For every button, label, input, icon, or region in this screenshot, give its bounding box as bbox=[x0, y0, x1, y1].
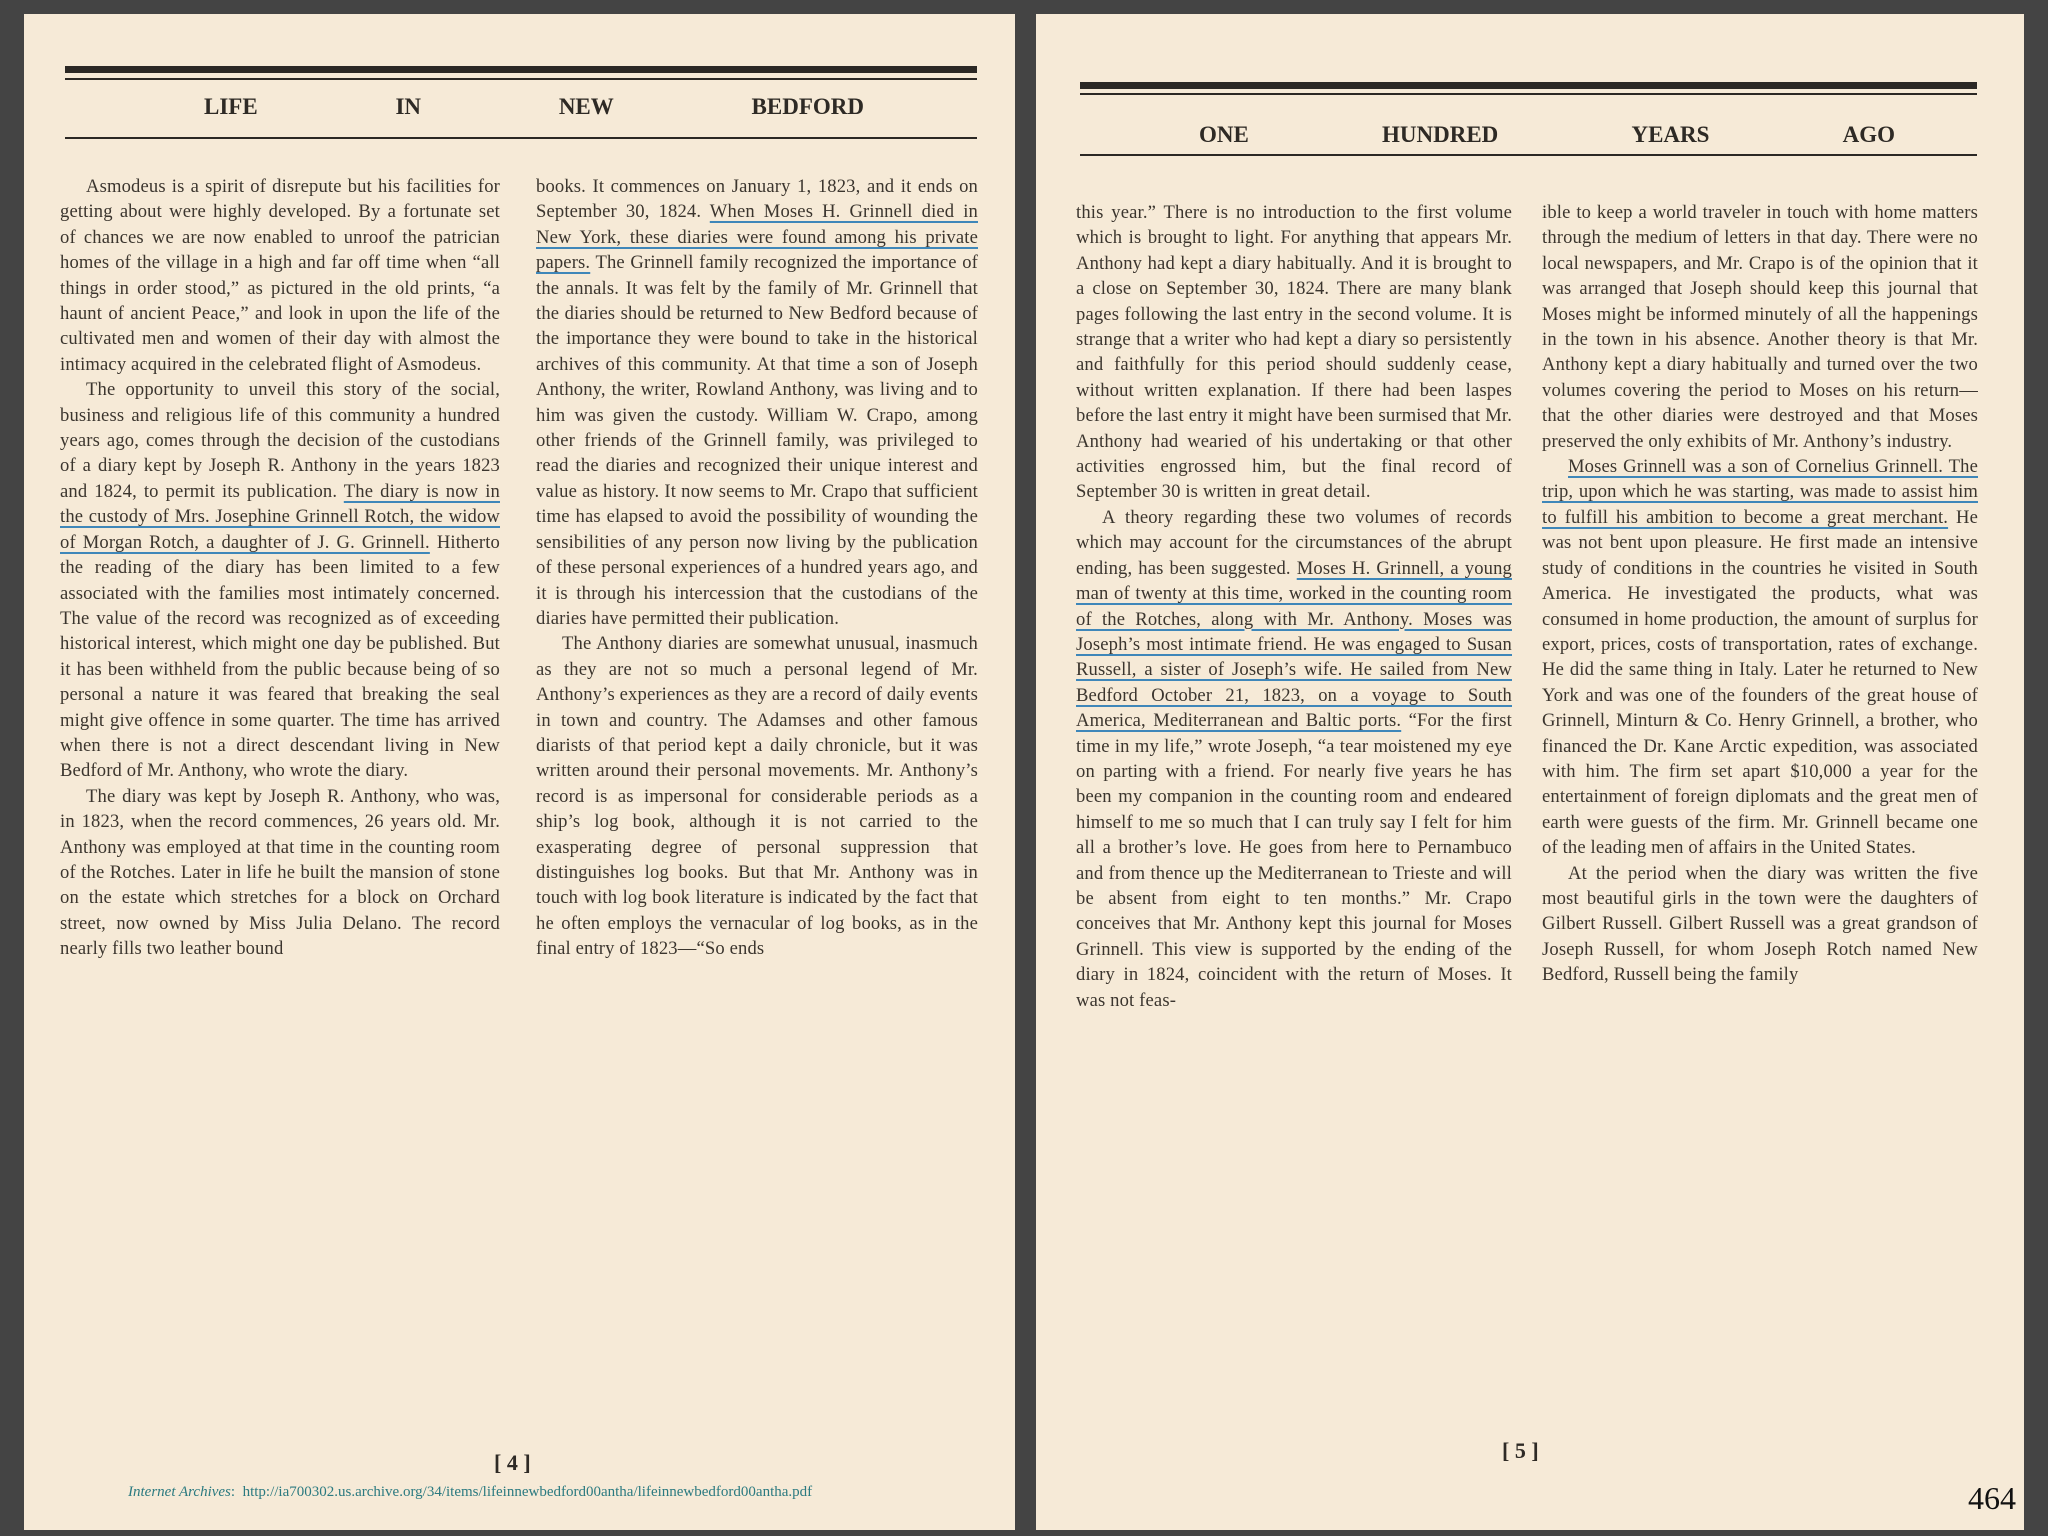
header-rule-thick bbox=[65, 66, 977, 73]
header-rule-thin bbox=[65, 78, 977, 80]
header-underline bbox=[65, 137, 977, 139]
highlighted-passage: The diary is now in the custody of Mrs. Josephine Grinnell Rotch, the widow of Morgan Rotch, a daughter of J. G. Grinnell. bbox=[60, 480, 500, 553]
text-column-1 bbox=[1076, 200, 1512, 1013]
right-page bbox=[1036, 14, 2024, 1530]
header-word: YEARS bbox=[1631, 122, 1710, 147]
source-label: Internet Archives bbox=[128, 1484, 231, 1500]
header-word: NEW bbox=[558, 94, 614, 119]
header-word: IN bbox=[395, 94, 422, 119]
paragraph bbox=[1542, 200, 1978, 454]
header-word: ONE bbox=[1199, 122, 1249, 147]
text-run: A theory regarding these two volumes of records which may account for the circumstances of the abrupt ending, has been suggested. bbox=[1076, 506, 1512, 579]
text-run: The opportunity to unveil this story of the social, business and religious life of this community a hundred years ago, comes through the decision of the custodians of a diary kept by Joseph R. Anthony in the years 1823 and 1824, to permit its publication. bbox=[60, 379, 500, 502]
paragraph bbox=[536, 631, 978, 961]
text-column-1 bbox=[60, 174, 500, 962]
text-run: The Anthony diaries are somewhat unusual, inasmuch as they are not so much a personal legend of Mr. Anthony’s experiences as they are a record of daily events in town and country. The Adamses and other famous diarists of that period kept a daily chronicle, but it was written around their personal movements. Mr. Anthony’s record is as impersonal for considerable periods as a ship’s log book, although it is not carried to the exasperating degree of personal suppression that distinguishes log books. But that Mr. Anthony was in touch with log book literature is indicated by the fact that he often employs the vernacular of log books, as in the final entry of 1823—“So ends bbox=[536, 633, 978, 960]
slide-number: 464 bbox=[1968, 1480, 2016, 1516]
text-column-2 bbox=[1542, 200, 1978, 988]
header-word: LIFE bbox=[204, 94, 258, 119]
paragraph bbox=[1542, 454, 1978, 861]
text-run: Hitherto the reading of the diary has been limited to a few associated with the families most intimately concerned. The value of the record was recognized as of exceeding historical interest, which might one day be published. But it has been withheld from the public because being of so personal a nature it was feared that breaking the seal might give offence in some quarter. The time has arrived when there is not a direct descendant living in New Bedford of Mr. Anthony, who wrote the diary. bbox=[60, 531, 500, 782]
text-column-2 bbox=[536, 174, 978, 962]
text-run: At the period when the diary was written the five most beautiful girls in the town were the daughters of Gilbert Russell. Gilbert Russell was a great grandson of Joseph Russell, for whom Joseph Rotch named New Bedford, Russell being the family bbox=[1542, 862, 1978, 986]
text-run: Asmodeus is a spirit of disrepute but his facilities for getting about were highly developed. By a fortunate set of chances we are now enabled to unroof the patrician homes of the village in a high and far off time when “all things in order stood,” as pictured in the old prints, “a haunt of ancient Peace,” and look in upon the life of the cultivated men and women of their day with almost the intimacy acquired in the celebrated flight of Asmodeus. bbox=[60, 176, 500, 375]
running-header bbox=[1199, 122, 1895, 148]
paragraph bbox=[536, 174, 978, 631]
source-colon: : bbox=[230, 1484, 243, 1500]
paragraph bbox=[60, 784, 500, 962]
header-word: BEDFORD bbox=[751, 94, 864, 119]
paragraph bbox=[60, 174, 500, 377]
text-run: ible to keep a world traveler in touch with home matters through the medium of letters in that day. There were no local newspapers, and Mr. Crapo is of the opinion that it was arranged that Joseph should keep this journal that Moses might be informed minutely of all the happenings in the town in his absence. Another theory is that Mr. Anthony kept a diary habitually and turned over the two volumes covering the period to Moses on his return—that the other diaries were destroyed and that Moses preserved the only exhibits of Mr. Anthony’s industry. bbox=[1542, 202, 1978, 452]
header-word: AGO bbox=[1842, 122, 1895, 147]
highlighted-passage: When Moses H. Grinnell died in New York, these diaries were found among his private papers. bbox=[536, 201, 978, 274]
header-rule-thick bbox=[1080, 82, 1977, 89]
text-run: He was not bent upon pleasure. He first made an intensive study of conditions in the countries he visited in South America. He investigated the products, what was consumed in home production, the amount of surplus for export, prices, costs of transportation, rates of exchange. He did the same thing in Italy. Later he returned to New York and was one of the founders of the great house of Grinnell, Minturn & Co. Henry Grinnell, a brother, who financed the Dr. Kane Arctic expedition, was associated with him. The firm set apart $10,000 a year for the entertainment of foreign diplomats and the great men of earth were guests of the firm. Mr. Grinnell became one of the leading men of affairs in the United States. bbox=[1542, 506, 1978, 859]
header-word: HUNDRED bbox=[1382, 122, 1499, 147]
text-run: “For the first time in my life,” wrote Joseph, “a tear moistened my eye on parting with a friend. For nearly five years he has been my companion in the counting room and endeared himself to me so much that I can truly say I felt for him all a brother’s love. He goes from here to Pernambuco and from thence up the Mediterranean to Trieste and will be absent from eight to ten months.” Mr. Crapo conceives that Mr. Anthony kept this journal for Moses Grinnell. This view is supported by the ending of the diary in 1824, coincident with the return of Moses. It was not feas- bbox=[1076, 710, 1512, 1011]
page-number: [ 4 ] bbox=[494, 1450, 531, 1475]
paragraph bbox=[1542, 861, 1978, 988]
highlighted-passage: Moses Grinnell was a son of Cornelius Grinnell. The trip, upon which he was starting, was made to assist him to fulfill his ambition to become a great merchant. bbox=[1542, 456, 1978, 528]
highlighted-passage: Moses H. Grinnell, a young man of twenty at this time, worked in the counting room of the Rotches, along with Mr. Anthony. Moses was Joseph’s most intimate friend. He was engaged to Susan Russell, a sister of Joseph’s wife. He sailed from New Bedford October 21, 1823, on a voyage to South America, Mediterranean and Baltic ports. bbox=[1076, 557, 1512, 732]
text-run: this year.” There is no introduction to the first volume which is brought to light. For anything that appears Mr. Anthony had kept a diary habitually. And it is brought to a close on September 30, 1824. There are many blank pages following the last entry in the second volume. It is strange that a writer who had kept a diary so persistently and faithfully for this period should suddenly cease, without written explanation. If there had been laspes before the last entry it might have been surmised that Mr. Anthony had wearied of his undertaking or that other activities engrossed him, but the final record of September 30 is written in great detail. bbox=[1076, 202, 1512, 503]
header-underline bbox=[1080, 154, 1977, 156]
left-page bbox=[24, 14, 1015, 1530]
source-url[interactable]: http://ia700302.us.archive.org/34/items/lifeinnewbedford00antha/lifeinnewbedford00antha.pdf bbox=[242, 1484, 813, 1500]
source-citation bbox=[128, 1484, 812, 1501]
running-header bbox=[204, 94, 864, 120]
header-rule-thin bbox=[1080, 93, 1977, 95]
text-run: The Grinnell family recognized the importance of the annals. It was felt by the family of Mr. Grinnell that the diaries should be returned to New Bedford because of the importance they were bound to take in the historical archives of this community. At that time a son of Joseph Anthony, the writer, Rowland Anthony, was living and to him was given the custody. William W. Crapo, among other friends of the Grinnell family, was privileged to read the diaries and recognized their unique interest and value as history. It now seems to Mr. Crapo that sufficient time has elapsed to avoid the possibility of wounding the sensibilities of any person now living by the publication of these personal experiences of a hundred years ago, and it is through his intercession that the custodians of the diaries have permitted their publication. bbox=[536, 252, 978, 629]
paragraph bbox=[1076, 200, 1512, 505]
paragraph bbox=[60, 377, 500, 784]
page-number: [ 5 ] bbox=[1502, 1438, 1539, 1463]
text-run: books. It commences on January 1, 1823, and it ends on September 30, 1824. bbox=[536, 176, 978, 223]
text-run: The diary was kept by Joseph R. Anthony, who was, in 1823, when the record commences, 26 years old. Mr. Anthony was employed at that time in the counting room of the Rotches. Later in life he built the mansion of stone on the estate which stretches for a block on Orchard street, now owned by Miss Julia Delano. The record nearly fills two leather bound bbox=[60, 785, 500, 960]
paragraph bbox=[1076, 505, 1512, 1013]
